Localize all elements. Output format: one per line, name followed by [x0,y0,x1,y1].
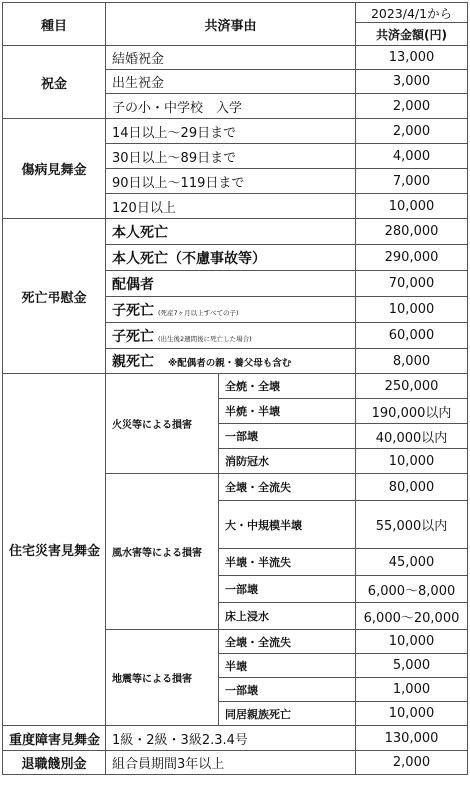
reason-cell: 出生祝金 [106,70,356,94]
amount-cell: 250,000 [356,374,468,399]
reason-cell: 120日以上 [106,194,356,219]
reason-text: 子死亡 [112,328,154,345]
category-death: 死亡弔慰金 [3,219,106,374]
detail-cell: 大・中規模半壊 [219,501,356,549]
table-row [3,374,468,399]
amount-cell: 2,000 [356,119,468,144]
reason-note: (出生後2週間後に死亡した場合) [158,334,252,343]
reason-cell [106,297,356,323]
amount-cell: 2,000 [356,751,468,775]
amount-cell: 55,000以内 [356,501,468,549]
reason-cell: 30日以上～89日まで [106,144,356,169]
reason-text: 本人死亡 [112,224,168,241]
reason-note: (死産7ヶ月以上すべての子) [158,308,239,317]
detail-cell: 消防冠水 [219,449,356,474]
amount-cell: 1,000 [356,678,468,702]
subcategory-storm: 風水害等による損害 [106,474,219,630]
reason-cell [106,271,356,297]
header-row [3,3,468,23]
category-injury: 傷病見舞金 [3,119,106,219]
table-row [3,219,468,245]
reason-cell: 結婚祝金 [106,46,356,70]
reason-note: ※配偶者の親・養父母も含む [168,358,292,369]
detail-cell: 一部壊 [219,678,356,702]
detail-cell: 床上浸水 [219,603,356,630]
amount-cell: 7,000 [356,169,468,194]
detail-cell: 全壊・全流失 [219,630,356,654]
reason-text: 配偶者 [112,276,154,293]
amount-cell: 190,000以内 [356,399,468,424]
amount-cell: 6,000～8,000 [356,576,468,603]
category-retirement: 退職餞別金 [3,751,106,775]
category-disability: 重度障害見舞金 [3,726,106,751]
amount-cell: 5,000 [356,654,468,678]
amount-cell: 80,000 [356,474,468,501]
header-as-of: 2023/4/1から [356,3,468,23]
detail-cell: 半壊・半流失 [219,549,356,576]
detail-cell: 全壊・全流失 [219,474,356,501]
reason-text: 親死亡 [112,354,154,370]
category-celebration: 祝金 [3,46,106,119]
reason-cell: 子の小・中学校 入学 [106,94,356,119]
amount-cell: 280,000 [356,219,468,245]
amount-cell: 8,000 [356,349,468,374]
amount-cell: 3,000 [356,70,468,94]
amount-cell: 2,000 [356,94,468,119]
detail-cell: 一部壊 [219,576,356,603]
reason-cell [106,245,356,271]
amount-cell: 10,000 [356,449,468,474]
amount-cell: 130,000 [356,726,468,751]
table-row [3,726,468,751]
amount-cell: 40,000以内 [356,424,468,449]
amount-cell: 10,000 [356,702,468,726]
amount-cell: 70,000 [356,271,468,297]
reason-text: 本人死亡（不慮事故等） [112,250,266,267]
reason-cell [106,219,356,245]
amount-cell: 60,000 [356,323,468,349]
amount-cell: 290,000 [356,245,468,271]
reason-text: 子死亡 [112,302,154,319]
reason-cell: 14日以上～29日まで [106,119,356,144]
amount-cell: 45,000 [356,549,468,576]
category-housing: 住宅災害見舞金 [3,374,106,726]
table-row [3,46,468,70]
amount-cell: 6,000～20,000 [356,603,468,630]
table-row [3,119,468,144]
reason-cell: 1級・2級・3級2.3.4号 [106,726,356,751]
subcategory-quake: 地震等による損害 [106,630,219,726]
detail-cell: 同居親族死亡 [219,702,356,726]
benefit-table [2,2,468,775]
header-category: 種目 [3,3,106,46]
amount-cell: 4,000 [356,144,468,169]
table-row [3,751,468,775]
reason-cell [106,323,356,349]
reason-cell: 90日以上～119日まで [106,169,356,194]
detail-cell: 半焼・半壊 [219,399,356,424]
amount-cell: 10,000 [356,194,468,219]
subcategory-fire: 火災等による損害 [106,374,219,474]
amount-cell: 10,000 [356,630,468,654]
detail-cell: 一部壊 [219,424,356,449]
header-reason: 共済事由 [106,3,356,46]
header-amount-unit: 共済金額(円) [356,23,468,46]
detail-cell: 全焼・全壊 [219,374,356,399]
detail-cell: 半壊 [219,654,356,678]
amount-cell: 10,000 [356,297,468,323]
reason-cell: 組合員期間3年以上 [106,751,356,775]
amount-cell: 13,000 [356,46,468,70]
reason-cell [106,349,356,374]
